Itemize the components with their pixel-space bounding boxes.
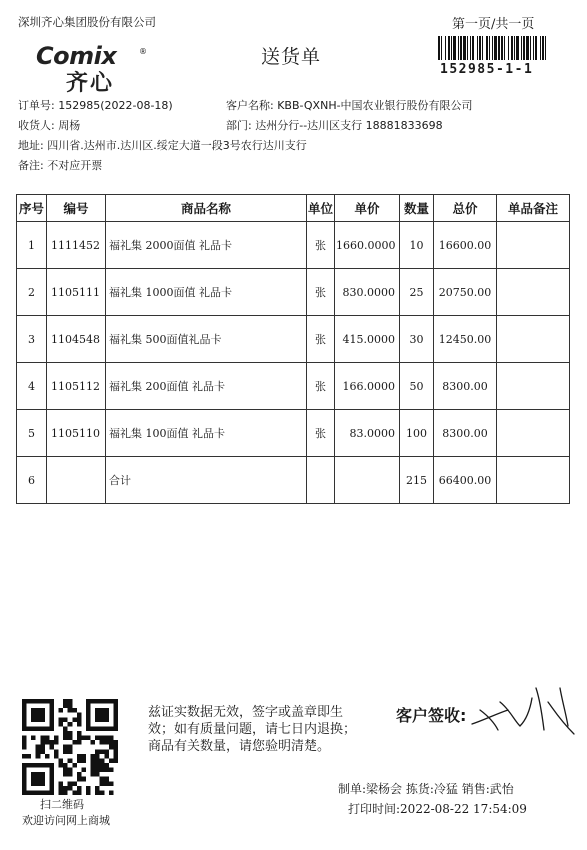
qr-caption-scan: 扫二维码: [40, 798, 84, 811]
cell-seq: 4: [17, 363, 47, 410]
summary-seq: 6: [17, 457, 47, 504]
note-row: [18, 157, 102, 173]
cell-unit-price: 1660.0000: [335, 222, 400, 269]
cell-unit: 张: [307, 222, 335, 269]
logo-registered-mark: ®: [139, 47, 147, 56]
table-row: [17, 363, 570, 410]
notice-line-2: 效；如有质量问题，请七日内退换；: [148, 722, 357, 737]
cell-code: 1111452: [47, 222, 106, 269]
cell-code: 1104548: [47, 316, 106, 363]
document-title: 送货单: [261, 46, 322, 68]
department-row: [226, 117, 443, 133]
customer-value: KBB-QXNH-中国农业银行股份有限公司: [277, 99, 473, 112]
header-total: 总价: [434, 195, 497, 222]
cell-seq: 5: [17, 410, 47, 457]
print-time: 打印时间:2022-08-22 17:54:09: [348, 802, 527, 816]
staff-line: 制单:梁杨会 拣货:冷猛 销售:武怡: [338, 782, 514, 796]
notice-line-3: 商品有关数量，请您验明清楚。: [148, 739, 331, 754]
cell-unit-price: 83.0000: [335, 410, 400, 457]
cell-seq: 2: [17, 269, 47, 316]
cell-total: 8300.00: [434, 410, 497, 457]
cell-unit-price: 415.0000: [335, 316, 400, 363]
header-unit: 单位: [307, 195, 335, 222]
header-product-name: 商品名称: [106, 195, 307, 222]
cell-quantity: 25: [400, 269, 434, 316]
address-label: 地址:: [18, 139, 44, 152]
summary-empty-unit: [307, 457, 335, 504]
order-value: 152985(2022-08-18): [58, 99, 173, 112]
cell-remark: [497, 269, 570, 316]
cell-seq: 1: [17, 222, 47, 269]
cell-unit: 张: [307, 316, 335, 363]
table-row: [17, 410, 570, 457]
address-row: [18, 137, 307, 153]
note-label: 备注:: [18, 159, 44, 172]
notice-line-1: 兹证实数据无效，签字或盖章即生: [148, 705, 344, 720]
qr-caption-store: 欢迎访问网上商城: [22, 814, 110, 827]
cell-seq: 3: [17, 316, 47, 363]
order-label: 订单号:: [18, 99, 55, 112]
page-indicator: 第一页/共一页: [452, 17, 535, 32]
cell-remark: [497, 316, 570, 363]
table-row: [17, 222, 570, 269]
customer-label: 客户名称:: [226, 99, 274, 112]
cell-unit-price: 830.0000: [335, 269, 400, 316]
summary-empty-price: [335, 457, 400, 504]
customer-sign-label: 客户签收:: [396, 706, 467, 725]
cell-unit-price: 166.0000: [335, 363, 400, 410]
order-number-row: [18, 97, 173, 113]
summary-label: 合计: [106, 457, 307, 504]
department-label: 部门:: [226, 119, 252, 132]
handwritten-signature: [470, 680, 582, 744]
cell-remark: [497, 410, 570, 457]
cell-quantity: 30: [400, 316, 434, 363]
logo-chinese-wordmark: 齐心: [66, 71, 115, 96]
address-value: 四川省.达州市.达川区.绥定大道一段3号农行达川支行: [47, 139, 307, 152]
table-header-row: [17, 195, 570, 222]
barcode-number: 152985-1-1: [440, 62, 534, 77]
company-name: 深圳齐心集团股份有限公司: [18, 15, 156, 29]
cell-unit: 张: [307, 410, 335, 457]
table-row: [17, 269, 570, 316]
receiver-value: 周杨: [58, 119, 81, 132]
cell-product-name: 福礼集 2000面值 礼品卡: [106, 222, 307, 269]
summary-empty-code: [47, 457, 106, 504]
cell-unit: 张: [307, 269, 335, 316]
delivery-items-table: [16, 194, 570, 504]
table-summary-row: [17, 457, 570, 504]
cell-total: 20750.00: [434, 269, 497, 316]
cell-product-name: 福礼集 100面值 礼品卡: [106, 410, 307, 457]
barcode-icon: [438, 36, 548, 60]
receiver-row: [18, 117, 80, 133]
summary-empty-remark: [497, 457, 570, 504]
cell-product-name: 福礼集 1000面值 礼品卡: [106, 269, 307, 316]
note-value: 不对应开票: [47, 159, 103, 172]
cell-quantity: 10: [400, 222, 434, 269]
receiver-label: 收货人:: [18, 119, 55, 132]
cell-quantity: 100: [400, 410, 434, 457]
customer-row: [226, 97, 473, 113]
cell-remark: [497, 222, 570, 269]
header-code: 编号: [47, 195, 106, 222]
table-row: [17, 316, 570, 363]
logo-comix-wordmark: Comix: [36, 42, 117, 70]
summary-quantity: 215: [400, 457, 434, 504]
header-quantity: 数量: [400, 195, 434, 222]
header-remark: 单品备注: [497, 195, 570, 222]
cell-remark: [497, 363, 570, 410]
department-value: 达州分行--达川区支行 18881833698: [255, 119, 443, 132]
header-seq: 序号: [17, 195, 47, 222]
cell-product-name: 福礼集 500面值礼品卡: [106, 316, 307, 363]
summary-total: 66400.00: [434, 457, 497, 504]
cell-total: 8300.00: [434, 363, 497, 410]
cell-code: 1105110: [47, 410, 106, 457]
cell-total: 16600.00: [434, 222, 497, 269]
qr-code-icon[interactable]: [22, 699, 118, 795]
header-unit-price: 单价: [335, 195, 400, 222]
cell-product-name: 福礼集 200面值 礼品卡: [106, 363, 307, 410]
cell-code: 1105112: [47, 363, 106, 410]
cell-quantity: 50: [400, 363, 434, 410]
cell-unit: 张: [307, 363, 335, 410]
cell-code: 1105111: [47, 269, 106, 316]
cell-total: 12450.00: [434, 316, 497, 363]
